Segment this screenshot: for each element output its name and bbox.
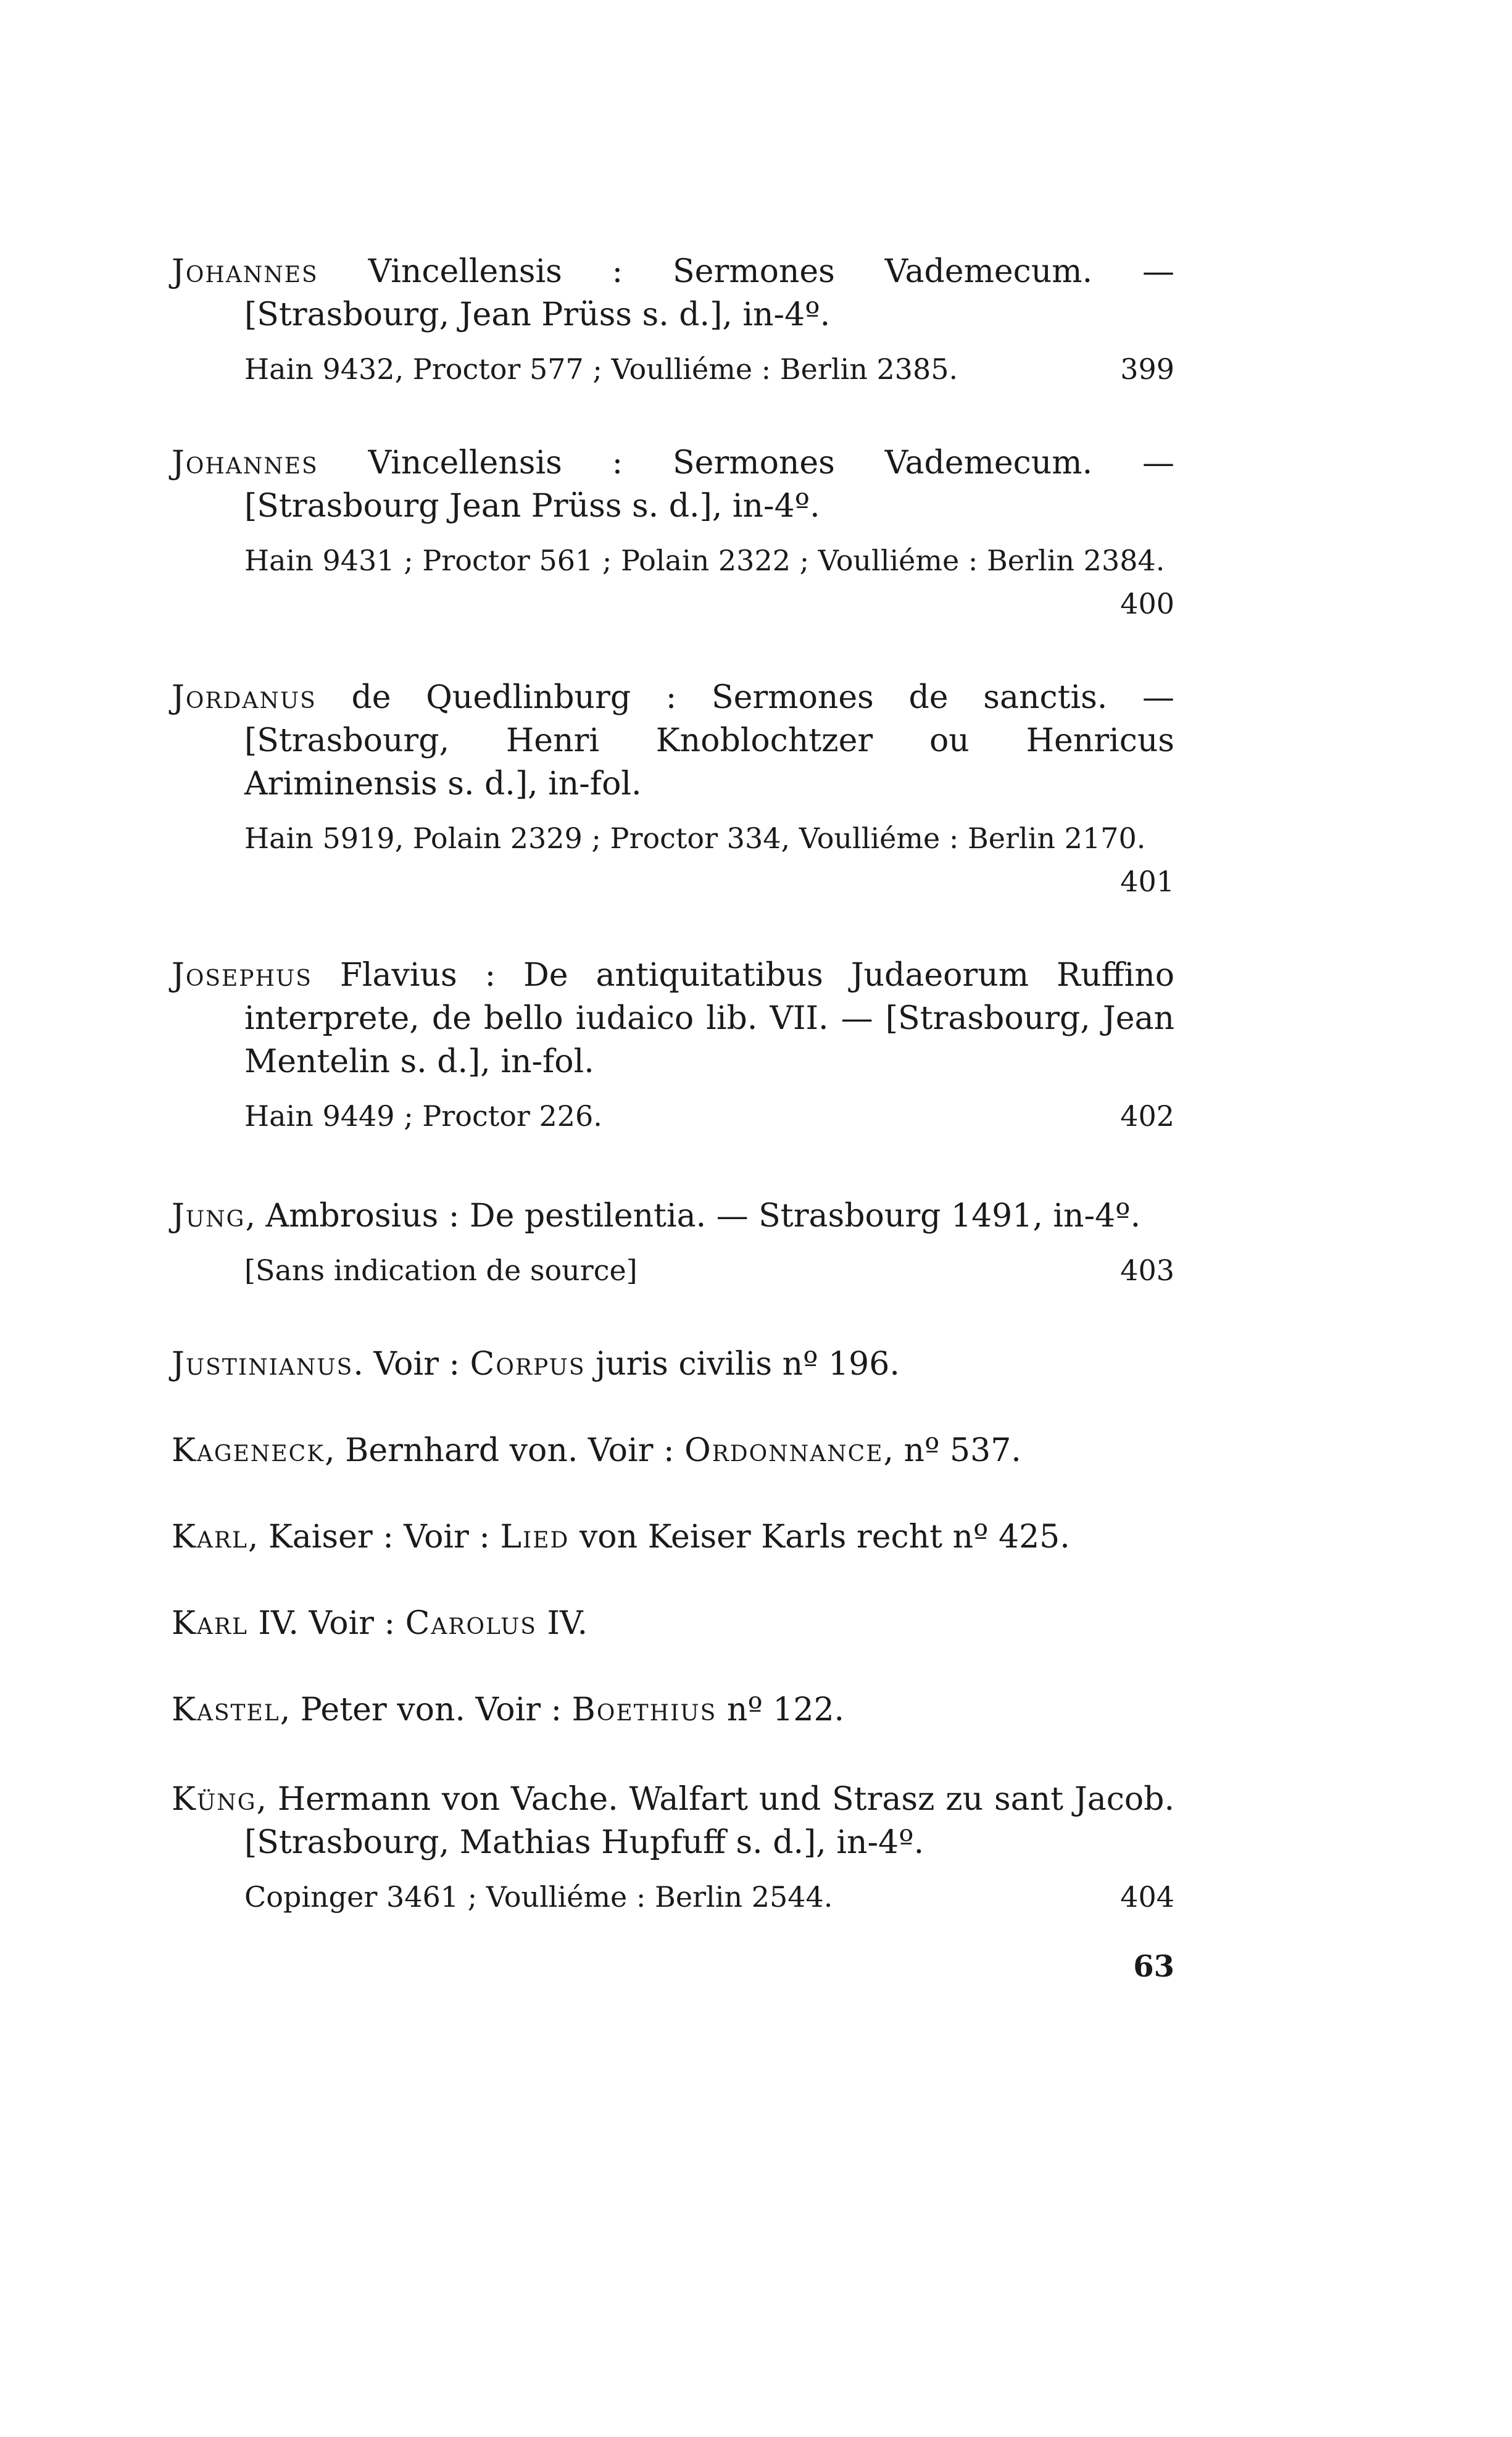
- crossref-justinianus: [172, 1343, 1174, 1386]
- entry-title: Flavius : De antiquitatibus Judaeorum Ruffino interprete, de bello iudaico lib. VII. — [Strasbourg, Jean Mentelin s. d.], in-fol.: [244, 957, 1174, 1080]
- entry-reference: [172, 1094, 1174, 1138]
- author-name: Kastel: [172, 1691, 280, 1728]
- crossref-rest: , nº 537.: [883, 1432, 1021, 1469]
- crossref-target: Boethius: [571, 1691, 717, 1728]
- crossref-target: Ordonnance: [684, 1432, 884, 1469]
- crossref-target: Corpus: [470, 1346, 586, 1383]
- crossref-text: . Voir :: [353, 1346, 470, 1383]
- entry-title: Vincellensis : Sermones Vademecum. — [Strasbourg Jean Prüss s. d.], in-4º.: [244, 444, 1174, 525]
- crossref-rest: IV.: [536, 1605, 588, 1642]
- reference-text: Hain 9432, Proctor 577 ; Voulliéme : Berlin 2385.: [244, 352, 958, 386]
- crossref-text: IV. Voir :: [247, 1605, 405, 1642]
- author-name: Justinianus: [172, 1346, 354, 1383]
- author-name: Jung: [172, 1198, 246, 1235]
- entry-heading: [172, 1194, 1174, 1238]
- crossref-target: Lied: [500, 1518, 570, 1556]
- entry-reference: [172, 817, 1174, 903]
- entry-heading: [172, 1778, 1174, 1864]
- entry-number: 404: [1120, 1880, 1174, 1914]
- author-name: Josephus: [172, 957, 312, 994]
- crossref-text: , Peter von. Voir :: [280, 1691, 572, 1728]
- crossref-rest: juris civilis nº 196.: [585, 1346, 900, 1383]
- entry-title: Vincellensis : Sermones Vademecum. — [Strasbourg, Jean Prüss s. d.], in-4º.: [244, 253, 1174, 333]
- entry-reference: [172, 348, 1174, 391]
- entry-heading: [172, 954, 1174, 1083]
- author-name: Karl: [172, 1518, 248, 1556]
- entry-reference: [172, 1249, 1174, 1292]
- page-number: 63: [1133, 1949, 1174, 1984]
- reference-text: Hain 9431 ; Proctor 561 ; Polain 2322 ; Voulliéme : Berlin 2384.: [244, 544, 1165, 577]
- crossref-karl-iv: [172, 1602, 1174, 1645]
- crossref-karl-kaiser: [172, 1515, 1174, 1559]
- crossref-kageneck: [172, 1429, 1174, 1472]
- entry-number: 403: [1120, 1254, 1174, 1287]
- entry-399: [172, 250, 1174, 391]
- crossref-target: Carolus: [405, 1605, 537, 1642]
- entry-number: 402: [1120, 1099, 1174, 1133]
- entry-400: [172, 441, 1174, 625]
- entry-402: [172, 954, 1174, 1138]
- reference-text: Copinger 3461 ; Voulliéme : Berlin 2544.: [244, 1880, 833, 1914]
- author-name: Kageneck: [172, 1432, 325, 1469]
- entry-heading: [172, 441, 1174, 528]
- author-name: Johannes: [172, 444, 318, 481]
- author-name: Karl: [172, 1605, 248, 1642]
- crossref-text: , Kaiser : Voir :: [247, 1518, 501, 1556]
- entry-heading: [172, 676, 1174, 806]
- entry-reference: [172, 539, 1174, 625]
- entry-title: , Ambrosius : De pestilentia. — Strasbourg 1491, in-4º.: [245, 1198, 1141, 1235]
- author-name: Küng: [172, 1781, 257, 1818]
- entry-number: 400: [1120, 587, 1174, 620]
- entry-403: [172, 1194, 1174, 1292]
- reference-text: Hain 9449 ; Proctor 226.: [244, 1099, 602, 1133]
- entry-reference: [172, 1875, 1174, 1918]
- reference-text: [Sans indication de source]: [244, 1254, 638, 1287]
- entry-heading: [172, 250, 1174, 336]
- entry-404: [172, 1778, 1174, 1918]
- author-name: Johannes: [172, 253, 318, 290]
- entry-number: 401: [1120, 865, 1174, 898]
- crossref-text: , Bernhard von. Voir :: [325, 1432, 685, 1469]
- entry-title: , Hermann von Vache. Walfart und Strasz zu sant Jacob. [Strasbourg, Mathias Hupfuff s. d.], in-4º.: [244, 1781, 1174, 1861]
- reference-text: Hain 5919, Polain 2329 ; Proctor 334, Voulliéme : Berlin 2170.: [244, 822, 1146, 855]
- crossref-rest: von Keiser Karls recht nº 425.: [569, 1518, 1070, 1556]
- crossref-rest: nº 122.: [717, 1691, 845, 1728]
- entry-title: de Quedlinburg : Sermones de sanctis. — [Strasbourg, Henri Knoblochtzer ou Henricus Ariminensis s. d.], in-fol.: [244, 679, 1174, 802]
- entry-401: [172, 676, 1174, 903]
- author-name: Jordanus: [172, 679, 317, 716]
- crossref-kastel: [172, 1688, 1174, 1731]
- entry-number: 399: [1120, 352, 1174, 386]
